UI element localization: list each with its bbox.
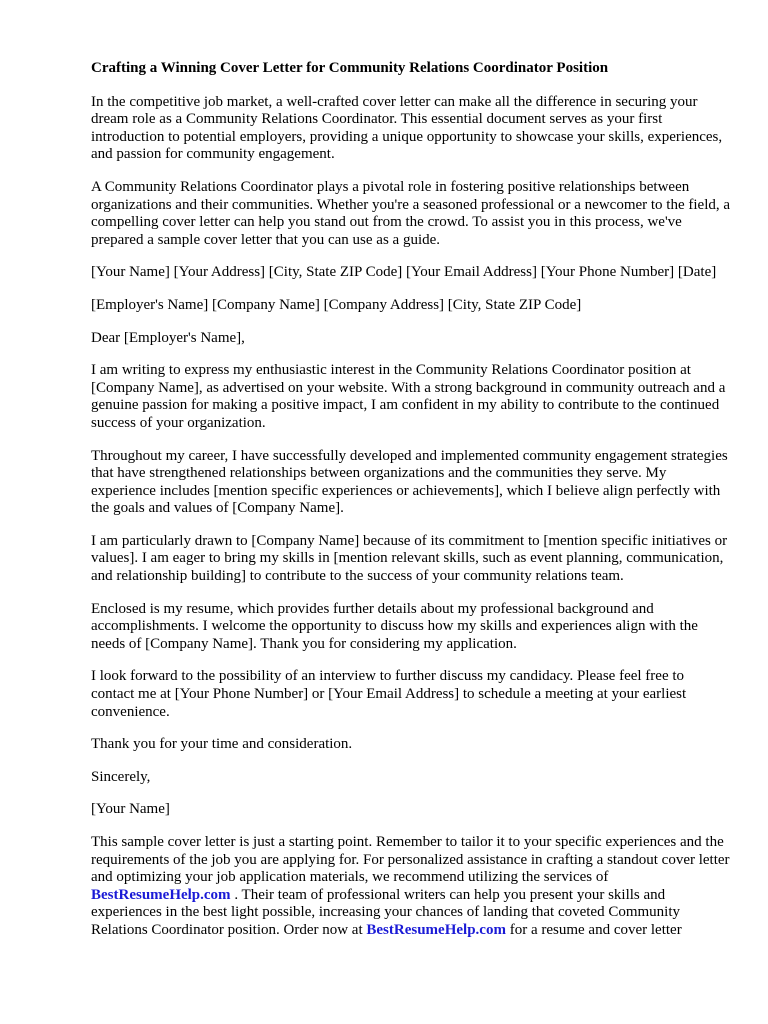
letter-paragraph-followup: I look forward to the possibility of an interview to further discuss my candidacy. Please feel free to contact me at [Your Phone Number] or [Your Email Address] to schedule a meeting at your earliest convenience.	[91, 668, 687, 720]
bestresumehelp-link[interactable]: BestResumeHelp.com	[91, 886, 231, 903]
letter-signature: [Your Name]	[91, 801, 170, 818]
document-page	[91, 60, 731, 955]
letter-thanks: Thank you for your time and consideration.	[91, 736, 353, 753]
role-paragraph: A Community Relations Coordinator plays a pivotal role in fostering positive relationships between organizations and their communities. Whether you're a seasoned professional or a newcomer to the field, a compelling cover letter can help you stand out from the crowd. To assist you in this process, we've prepared a sample cover letter that you can use as a guide.	[91, 178, 731, 248]
closing-text-part1: This sample cover letter is just a starting point. Remember to tailor it to your specific experiences and the requirements of the job you are applying for. For personalized assistance in crafting a standout cover letter and optimizing your job application materials, we recommend utilizing the services of	[91, 834, 730, 886]
document-title: Crafting a Winning Cover Letter for Community Relations Coordinator Position	[91, 60, 609, 76]
employer-info: [Employer's Name] [Company Name] [Company Address] [City, State ZIP Code]	[91, 296, 582, 313]
letter-signoff: Sincerely,	[91, 768, 151, 785]
letter-paragraph-interest: I am writing to express my enthusiastic interest in the Community Relations Coordinator position at [Company Name], as advertised on your website. With a strong background in community outreach and a genuine passion for making a positive impact, I am confident in my ability to contribute to the continued success of your organization.	[91, 362, 726, 431]
sender-info: [Your Name] [Your Address] [City, State ZIP Code] [Your Email Address] [Your Phone Number] [Date]	[91, 264, 717, 281]
bestresumehelp-order-link[interactable]: BestResumeHelp.com	[366, 921, 506, 938]
letter-paragraph-enclosure: Enclosed is my resume, which provides further details about my professional background and accomplishments. I welcome the opportunity to discuss how my skills and experiences align with the needs of [Company Name]. Thank you for considering my application.	[91, 600, 698, 652]
closing-text-part2: . Their team of professional writers can help you present your skills and experiences in the best light possible, increasing your chances of landing that coveted Community Relations Coordinator position. Order now at	[91, 886, 681, 938]
salutation: Dear [Employer's Name],	[91, 329, 245, 346]
closing-text-part3: for a resume and cover letter	[505, 921, 682, 938]
closing-paragraph	[91, 834, 731, 940]
intro-paragraph: In the competitive job market, a well-crafted cover letter can make all the difference in securing your dream role as a Community Relations Coordinator. This essential document serves as your first introduction to potential employers, providing a unique opportunity to showcase your skills, experiences, and passion for community engagement.	[91, 93, 723, 163]
letter-paragraph-motivation: I am particularly drawn to [Company Name] because of its commitment to [mention specific initiatives or values]. I am eager to bring my skills in [mention relevant skills, such as event planning, communication, and relationship building] to contribute to the success of your community relations team.	[91, 532, 728, 585]
letter-paragraph-experience: Throughout my career, I have successfully developed and implemented community engagement strategies that have strengthened relationships between organizations and the communities they serve. My experience includes [mention specific experiences or achievements], which I believe align perfectly with the goals and values of [Company Name].	[91, 447, 728, 517]
